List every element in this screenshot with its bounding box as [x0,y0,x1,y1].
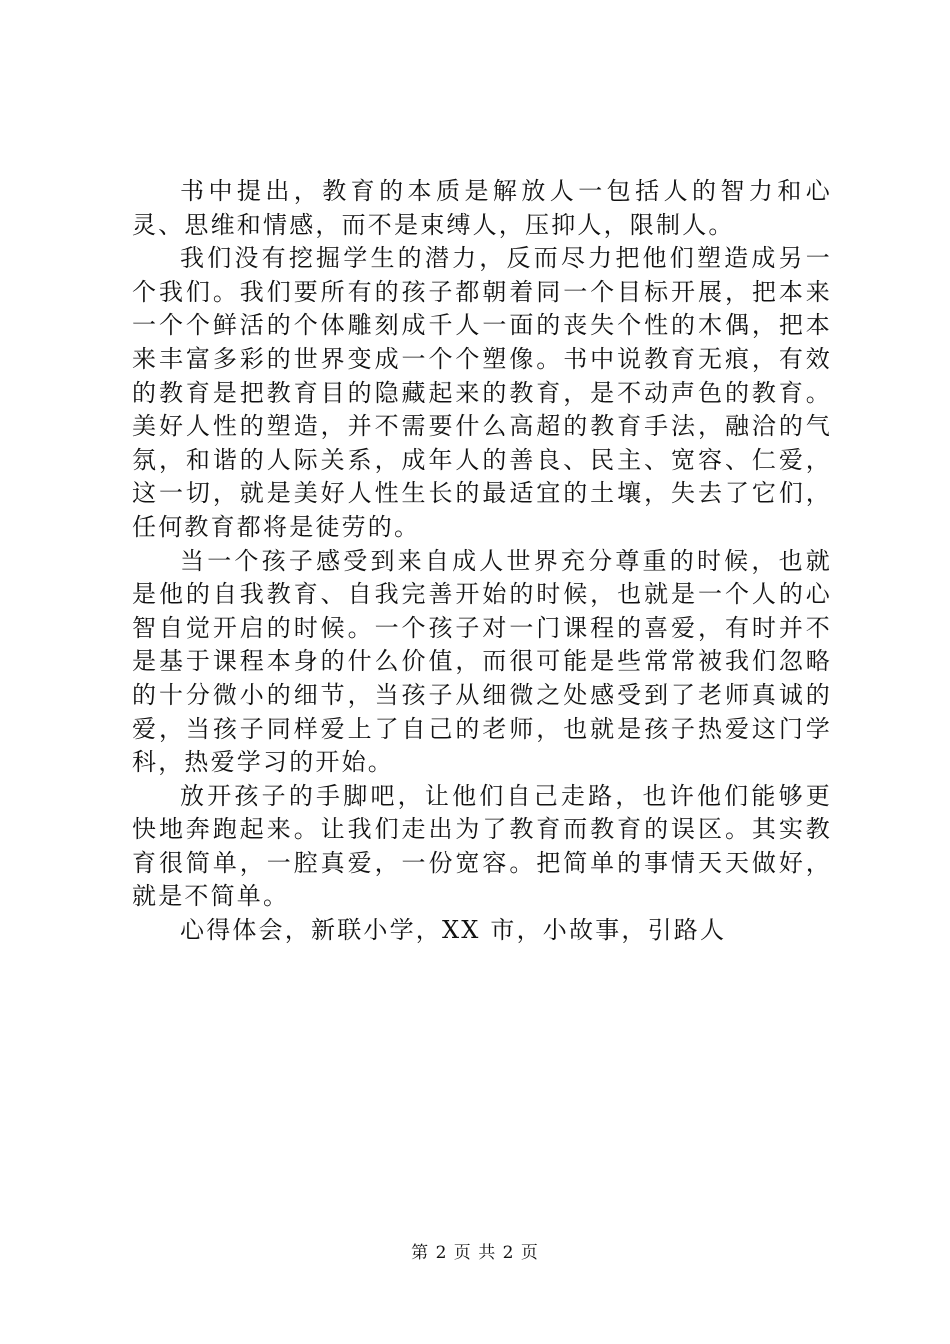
paragraph-1: 书中提出，教育的本质是解放人一包括人的智力和心灵、思维和情感，而不是束缚人，压抑人，限制人。 [132,177,832,239]
paragraph-2: 我们没有挖掘学生的潜力，反而尽力把他们塑造成另一个我们。我们要所有的孩子都朝着同一个目标开展，把本来一个个鲜活的个体雕刻成千人一面的丧失个性的木偶，把本来丰富多彩的世界变成一个个塑像。书中说教育无痕，有效的教育是把教育目的隐藏起来的教育，是不动声色的教育。美好人性的塑造，并不需要什么高超的教育手法，融洽的气氛，和谐的人际关系，成年人的善良、民主、宽容、仁爱，这一切，就是美好人性生长的最适宜的土壤，失去了它们，任何教育都将是徒劳的。 [132,244,832,541]
paragraph-4: 放开孩子的手脚吧，让他们自己走路，也许他们能够更快地奔跑起来。让我们走出为了教育而教育的误区。其实教育很简单，一腔真爱，一份宽容。把简单的事情天天做好，就是不简单。 [132,781,832,911]
page-number-footer: 第 2 页 共 2 页 [411,1243,539,1263]
keywords-line: 心得体会，新联小学，XX 市，小故事，引路人 [180,916,727,945]
paragraph-3: 当一个孩子感受到来自成人世界充分尊重的时候，也就是他的自我教育、自我完善开始的时候，也就是一个人的心智自觉开启的时候。一个孩子对一门课程的喜爱，有时并不是基于课程本身的什么价值，而很可能是些常常被我们忽略的十分微小的细节，当孩子从细微之处感受到了老师真诚的爱，当孩子同样爱上了自己的老师，也就是孩子热爱这门学科，热爱学习的开始。 [132,546,832,777]
document-body [132,175,832,948]
